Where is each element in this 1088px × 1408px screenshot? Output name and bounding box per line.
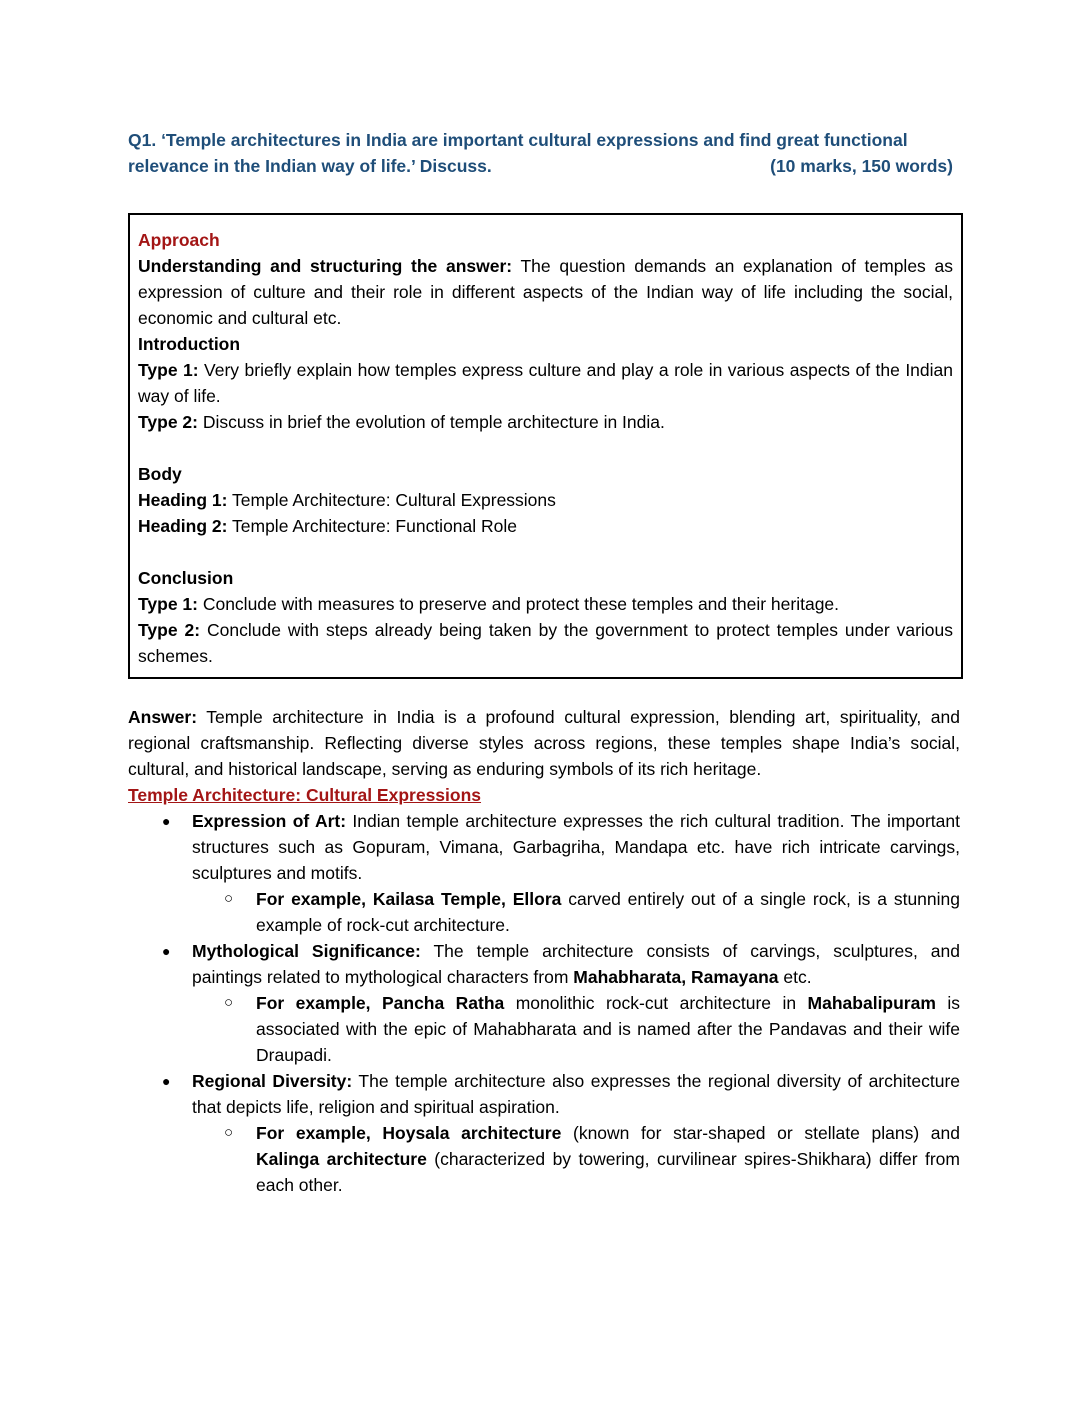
example-bold: For example, Hoysala architecture — [256, 1123, 562, 1143]
intro-type-1 — [138, 357, 953, 409]
sub-point-example — [192, 1120, 960, 1198]
example-text-2: (characterized by towering, curvilinear spires-Shikhara) differ from each other. — [256, 1149, 960, 1195]
point-regional-diversity — [128, 1068, 960, 1198]
answer-intro — [128, 704, 960, 782]
conclusion-type-2 — [138, 617, 953, 669]
example-bold: For example, Kailasa Temple, Ellora — [256, 889, 562, 909]
heading-1-text: Temple Architecture: Cultural Expressions — [227, 490, 556, 510]
sub-bullet-icon: ○ — [224, 994, 234, 1011]
point-text-bold: Mahabharata, Ramayana — [573, 967, 779, 987]
example-text: (known for star-shaped or stellate plans) and — [561, 1123, 960, 1143]
question-line-2: relevance in the Indian way of life.’ Discuss. — [128, 156, 492, 176]
heading-2-label: Heading 2: — [138, 516, 228, 536]
sub-point-example — [192, 990, 960, 1068]
sub-bullet-icon: ○ — [224, 1124, 234, 1141]
answer-text: Temple architecture in India is a profound cultural expression, blending art, spirituality, and regional craftsmanship. Reflecting diverse styles across regions, these temples shape India’s social, cultural, and historical landscape, serving as enduring symbols of its rich heritage. — [128, 707, 960, 779]
example-bold-2: Kalinga architecture — [256, 1149, 427, 1169]
introduction-heading: Introduction — [138, 334, 241, 354]
conclusion-type-1 — [138, 591, 953, 617]
point-text-tail: etc. — [778, 967, 812, 987]
body-heading-2 — [138, 513, 953, 539]
intro-type-2-text: Discuss in brief the evolution of temple architecture in India. — [197, 412, 665, 432]
point-label: Mythological Significance: — [192, 941, 421, 961]
body-heading: Body — [138, 464, 182, 484]
spacer — [138, 435, 953, 461]
concl-type-2-label: Type 2: — [138, 620, 201, 640]
sub-point-example — [192, 886, 960, 938]
intro-type-2 — [138, 409, 953, 435]
question-block — [128, 127, 961, 179]
bullet-icon: ● — [162, 943, 171, 959]
question-marks: (10 marks, 150 words) — [770, 156, 953, 176]
sub-points-list — [192, 1120, 960, 1198]
example-text: carved entirely out of a single rock, is a stunning example of rock-cut architecture. — [256, 889, 960, 935]
point-mythological-significance — [128, 938, 960, 1068]
approach-title: Approach — [138, 230, 220, 250]
understanding-text: The question demands an explanation of temples as expression of culture and their role in different aspects of the Indian way of life including the social, economic and cultural etc. — [138, 256, 953, 328]
points-list — [128, 808, 960, 1198]
body-heading-1 — [138, 487, 953, 513]
concl-type-2-text: Conclude with steps already being taken by the government to protect temples under various schemes. — [138, 620, 954, 666]
point-label: Regional Diversity: — [192, 1071, 353, 1091]
point-label: Expression of Art: — [192, 811, 347, 831]
heading-1-label: Heading 1: — [138, 490, 228, 510]
example-bold-2: Mahabalipuram — [807, 993, 936, 1013]
intro-type-1-label: Type 1: — [138, 360, 199, 380]
answer-label: Answer: — [128, 707, 198, 727]
approach-understanding — [138, 253, 953, 331]
conclusion-heading: Conclusion — [138, 568, 234, 588]
section-heading-cultural-expressions: Temple Architecture: Cultural Expressions — [128, 785, 482, 805]
point-text: The temple architecture also expresses the regional diversity of architecture that depicts life, religion and spiritual aspiration. — [192, 1071, 960, 1117]
point-text: Indian temple architecture expresses the rich cultural tradition. The important structures such as Gopuram, Vimana, Garbagriha, Mandapa etc. have rich intricate carvings, sculptures and motifs. — [192, 811, 960, 883]
question-line-2-row — [128, 153, 961, 179]
sub-points-list — [192, 886, 960, 938]
concl-type-1-text: Conclude with measures to preserve and protect these temples and their heritage. — [197, 594, 840, 614]
spacer — [138, 539, 953, 565]
answer-section — [128, 704, 960, 1198]
understanding-label: Understanding and structuring the answer: — [138, 256, 513, 276]
example-bold: For example, Pancha Ratha — [256, 993, 505, 1013]
question-line-1: Q1. ‘Temple architectures in India are important cultural expressions and find great functional — [128, 130, 908, 150]
example-text-2: is associated with the epic of Mahabharata and is named after the Pandavas and their wife Draupadi. — [256, 993, 960, 1065]
example-text: monolithic rock-cut architecture in — [504, 993, 808, 1013]
intro-type-1-text: Very briefly explain how temples express culture and play a role in various aspects of the Indian way of life. — [138, 360, 954, 406]
heading-2-text: Temple Architecture: Functional Role — [227, 516, 518, 536]
point-expression-of-art — [128, 808, 960, 938]
sub-points-list — [192, 990, 960, 1068]
bullet-icon: ● — [162, 1073, 171, 1089]
approach-box — [128, 213, 963, 679]
sub-bullet-icon: ○ — [224, 890, 234, 907]
intro-type-2-label: Type 2: — [138, 412, 198, 432]
bullet-icon: ● — [162, 813, 171, 829]
concl-type-1-label: Type 1: — [138, 594, 198, 614]
point-text: The temple architecture consists of carvings, sculptures, and paintings related to mythological characters from — [192, 941, 960, 987]
